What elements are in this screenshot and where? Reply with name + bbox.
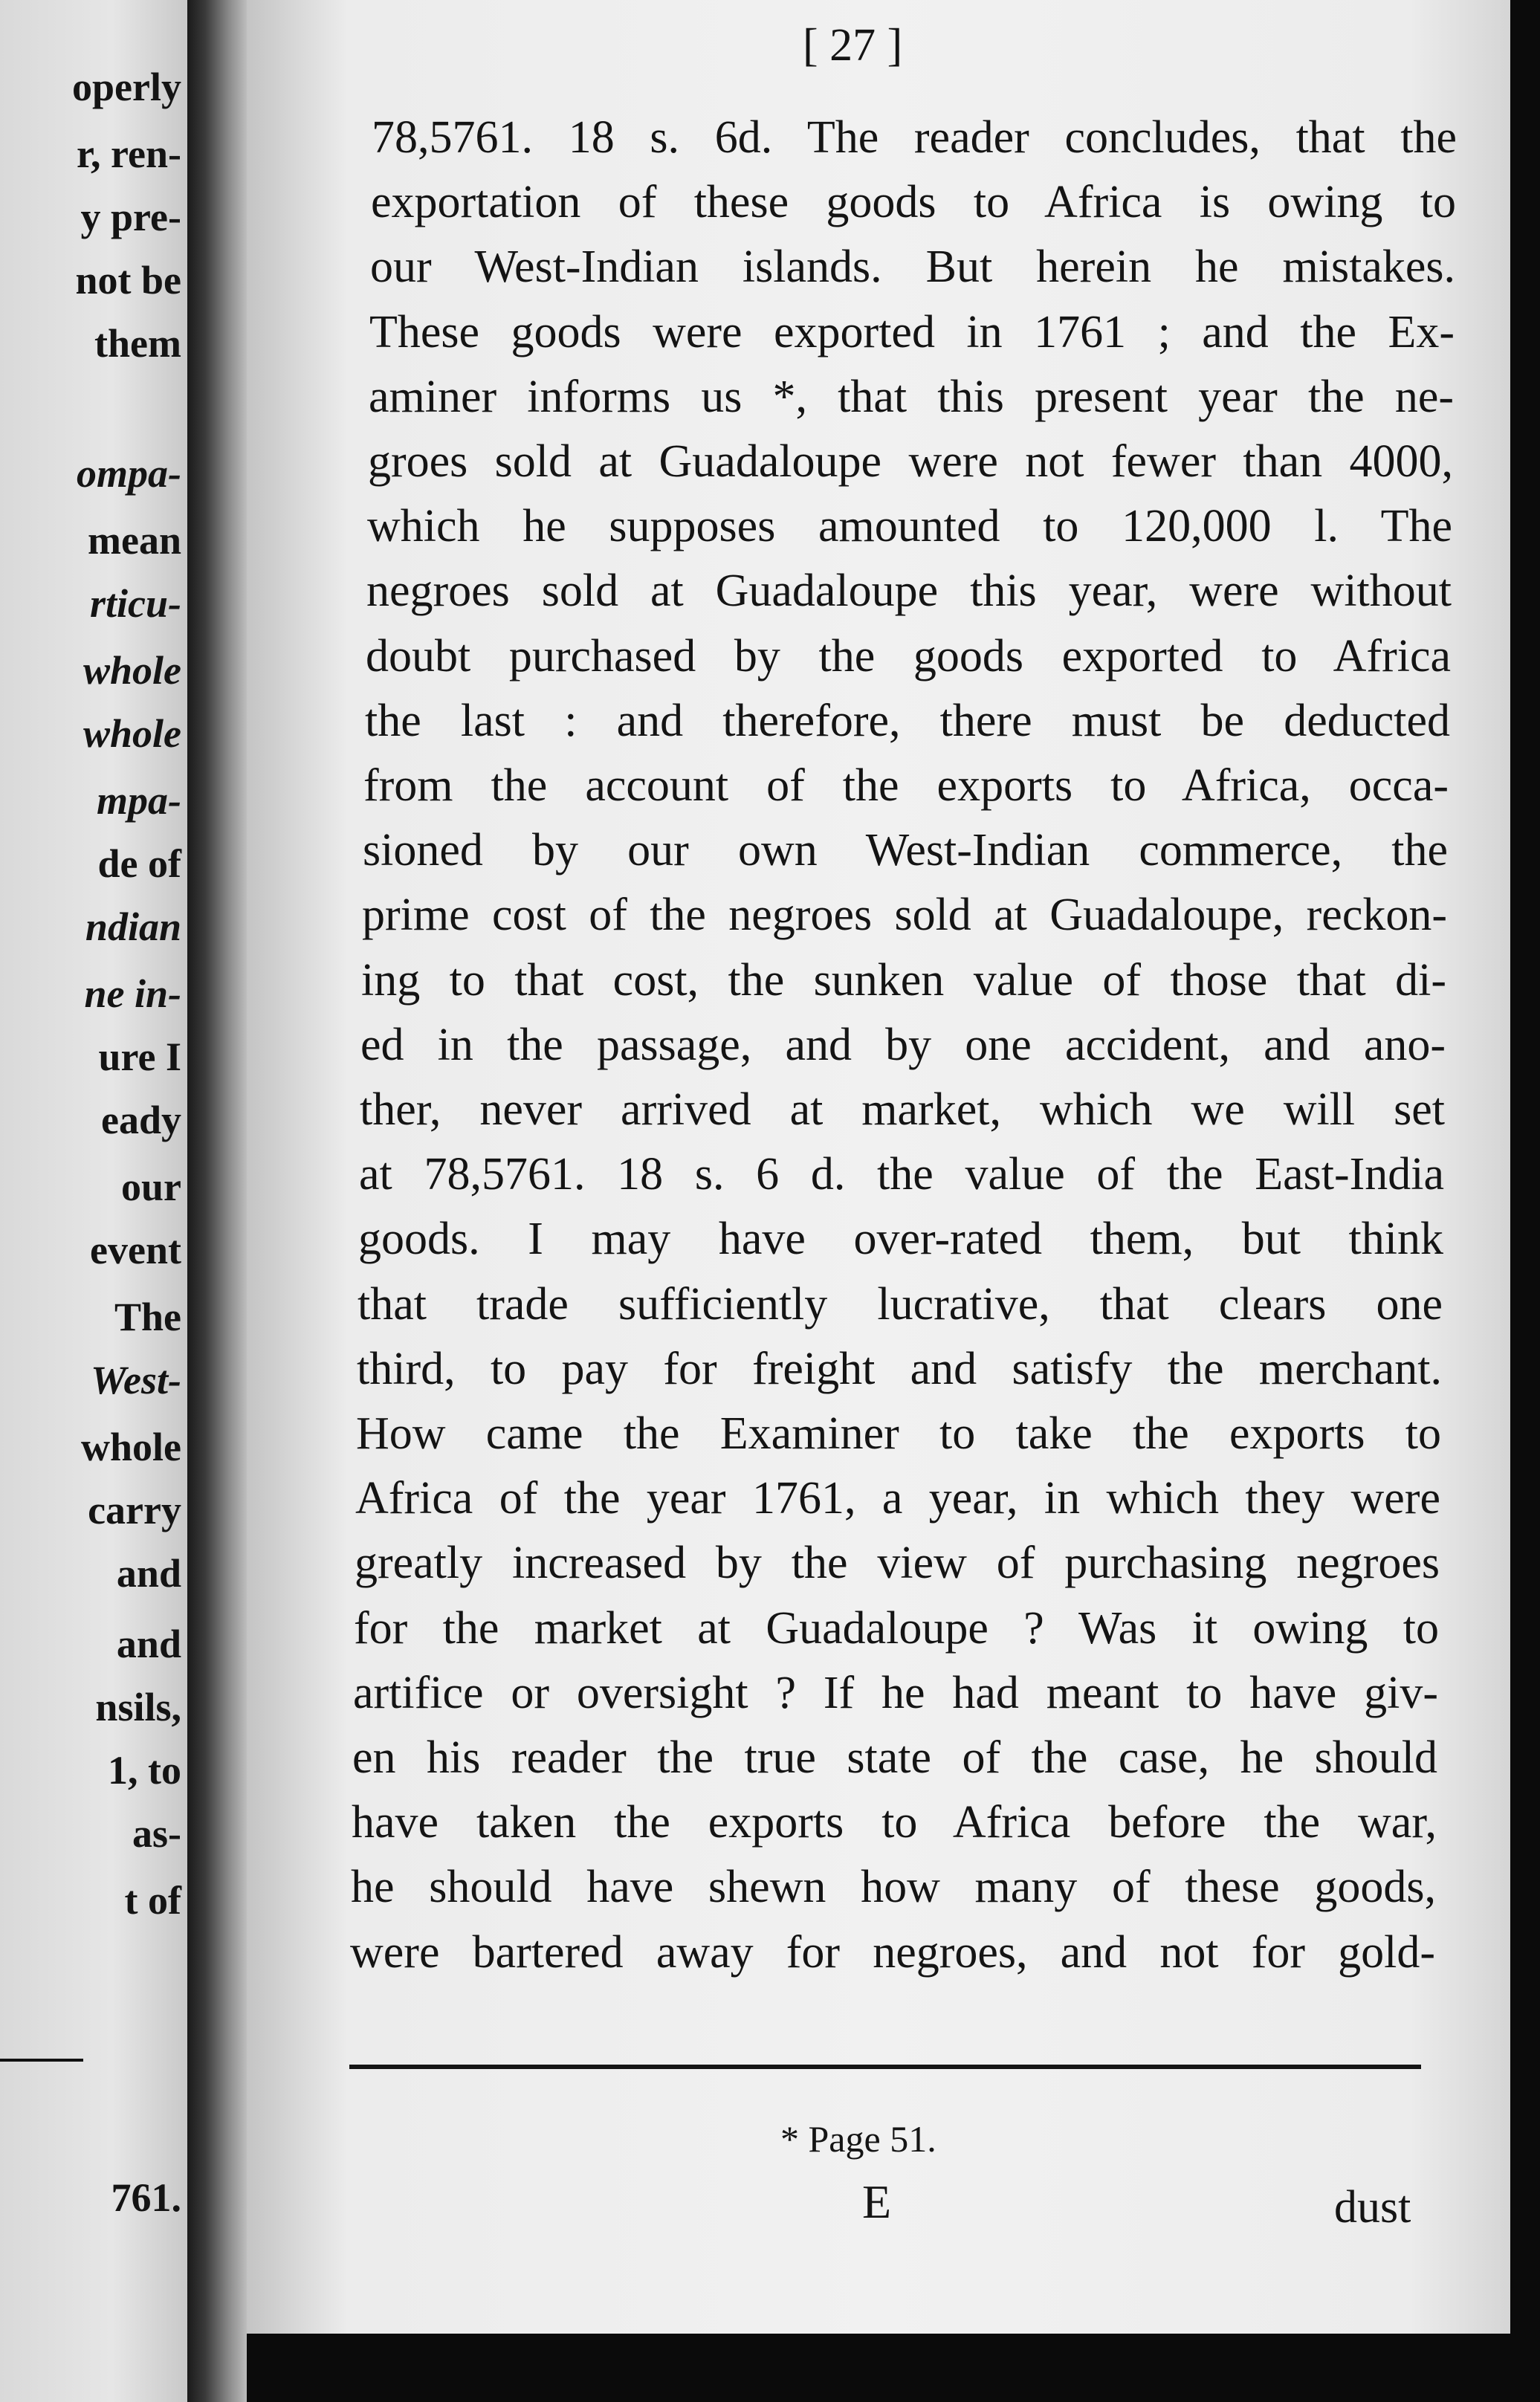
left-page-line: y pre- — [80, 195, 181, 239]
body-line: sioned by our own West-Indian commerce, the — [363, 825, 1448, 875]
body-line: he should have shewn how many of these goods, — [351, 1862, 1436, 1912]
left-page-line: and — [116, 1551, 181, 1596]
body-line: artifice or oversight ? If he had meant to have giv- — [353, 1668, 1438, 1718]
body-line: en his reader the true state of the case, he should — [352, 1732, 1437, 1783]
body-line: 78,5761. 18 s. 6d. The reader concludes, that the — [372, 112, 1457, 163]
body-line: third, to pay for freight and satisfy the merchant. — [357, 1344, 1442, 1394]
body-line: for the market at Guadaloupe ? Was it owing to — [354, 1603, 1439, 1654]
left-page-line: eady — [101, 1098, 181, 1142]
left-page-line: mpa- — [97, 778, 181, 823]
page-number: [ 27 ] — [803, 20, 903, 71]
body-line: greatly increased by the view of purchasing negroes — [355, 1538, 1440, 1588]
footnote: * Page 51. — [780, 2118, 936, 2160]
body-line: that trade sufficiently lucrative, that clears one — [358, 1279, 1443, 1330]
body-line: goods. I may have over-rated them, but think — [358, 1214, 1443, 1264]
left-page-line: whole — [82, 648, 181, 693]
left-page-bottom-text: 761. — [111, 2175, 181, 2220]
left-page-rule — [0, 2059, 83, 2062]
left-page-line: not be — [75, 258, 181, 302]
body-line: at 78,5761. 18 s. 6 d. the value of the East-India — [359, 1149, 1444, 1200]
body-line: which he supposes amounted to 120,000 l. The — [367, 501, 1452, 551]
left-page-line: ure I — [98, 1035, 181, 1079]
signature-mark: E — [862, 2175, 892, 2228]
left-page-line: de of — [97, 841, 181, 886]
body-line: doubt purchased by the goods exported to Africa — [366, 631, 1451, 682]
book-gutter — [187, 0, 247, 2402]
left-page-line: The — [114, 1295, 181, 1339]
body-line: These goods were exported in 1761 ; and the Ex- — [369, 307, 1455, 357]
body-line: have taken the exports to Africa before the war, — [352, 1797, 1437, 1848]
body-line: from the account of the exports to Africa, occa- — [363, 760, 1449, 811]
body-line: aminer informs us *, that this present year the ne- — [369, 372, 1454, 422]
left-page-line: as- — [132, 1811, 181, 1856]
left-page-line: ndian — [85, 904, 181, 949]
left-page — [0, 0, 187, 2402]
left-page-line: t of — [124, 1878, 181, 1923]
left-page-line: nsils, — [95, 1685, 181, 1729]
left-page-line: carry — [88, 1488, 181, 1532]
body-line: Africa of the year 1761, a year, in which they were — [355, 1473, 1440, 1524]
body-line: exportation of these goods to Africa is owing to — [371, 177, 1456, 227]
body-line: groes sold at Guadaloupe were not fewer than 4000, — [368, 436, 1453, 487]
left-page-line: operly — [72, 65, 181, 109]
body-line: How came the Examiner to take the exports to — [356, 1408, 1441, 1459]
left-page-line: r, ren- — [77, 132, 181, 176]
left-page-line: 1, to — [108, 1748, 181, 1793]
body-line: ing to that cost, the sunken value of those that di- — [361, 955, 1446, 1006]
footnote-rule — [349, 2065, 1421, 2069]
left-page-line: them — [94, 321, 181, 366]
left-page-line: and — [116, 1622, 181, 1666]
left-page-line: whole — [82, 711, 181, 756]
left-page-line: West- — [91, 1358, 181, 1402]
body-line: ther, never arrived at market, which we will set — [360, 1084, 1445, 1135]
body-line: prime cost of the negroes sold at Guadaloupe, reckon- — [362, 890, 1447, 940]
body-line: were bartered away for negroes, and not for gold- — [350, 1927, 1435, 1978]
left-page-line: mean — [88, 518, 181, 563]
body-line: negroes sold at Guadaloupe this year, were without — [366, 566, 1452, 616]
left-page-line: whole — [81, 1425, 181, 1469]
left-page-line: our — [121, 1165, 181, 1209]
left-page-line: event — [90, 1228, 181, 1272]
left-page-line: ompa- — [77, 451, 181, 496]
body-line: our West-Indian islands. But herein he mistakes. — [370, 242, 1455, 292]
left-page-line: rticu- — [89, 581, 181, 626]
catchword: dust — [1334, 2182, 1411, 2233]
left-page-line: ne in- — [84, 971, 181, 1016]
body-line: the last : and therefore, there must be deducted — [365, 696, 1450, 746]
body-line: ed in the passage, and by one accident, and ano- — [360, 1020, 1446, 1070]
